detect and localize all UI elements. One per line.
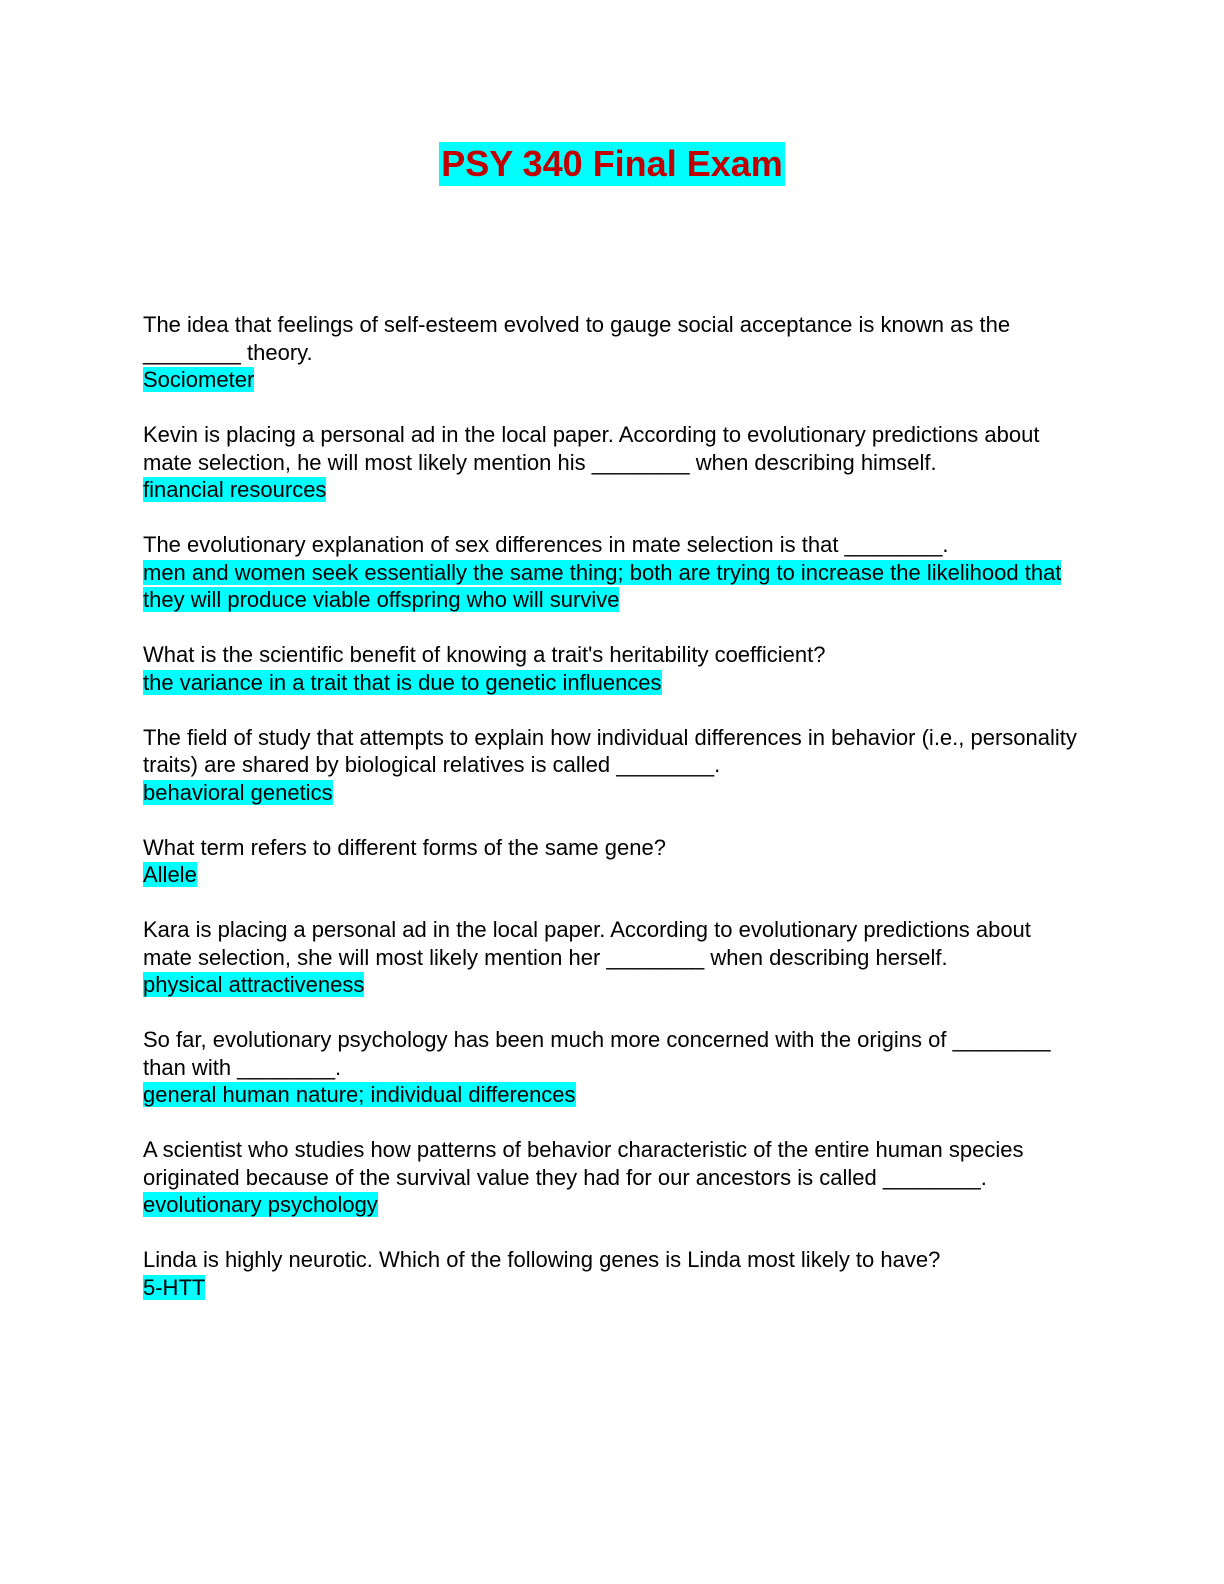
answer-text bbox=[143, 669, 1078, 697]
qa-item-2 bbox=[143, 421, 1078, 504]
qa-item-9 bbox=[143, 1136, 1078, 1219]
question-list bbox=[143, 311, 1084, 1329]
answer-highlight: behavioral genetics bbox=[143, 779, 333, 805]
question-text: Kevin is placing a personal ad in the local paper. According to evolutionary predictions about mate selection, he will most likely mention his ________ when describing himself. bbox=[143, 422, 1046, 475]
qa-item-8 bbox=[143, 1026, 1078, 1109]
answer-text bbox=[143, 861, 1078, 889]
answer-highlight: evolutionary psychology bbox=[143, 1192, 378, 1217]
question-text: A scientist who studies how patterns of behavior characteristic of the entire human species originated because of the survival value they had for our ancestors is called ________. bbox=[143, 1137, 1030, 1190]
question-text: What term refers to different forms of the same gene? bbox=[143, 834, 666, 860]
answer-highlight: general human nature; individual differences bbox=[143, 1082, 576, 1107]
question-text: What is the scientific benefit of knowing a trait's heritability coefficient? bbox=[143, 642, 826, 667]
question-text: Kara is placing a personal ad in the local paper. According to evolutionary predictions about mate selection, she will most likely mention her ________ when describing herself. bbox=[143, 917, 1038, 970]
answer-highlight: Allele bbox=[143, 862, 197, 887]
question-text: So far, evolutionary psychology has been much more concerned with the origins of ________ than with ________. bbox=[143, 1027, 1057, 1080]
answer-text bbox=[143, 779, 1078, 807]
qa-item-10 bbox=[143, 1246, 1078, 1301]
answer-highlight: physical attractiveness bbox=[143, 972, 365, 997]
question-text: The field of study that attempts to explain how individual differences in behavior (i.e., personality traits) are shared by biological relatives is called ________. bbox=[143, 724, 1084, 777]
answer-text bbox=[143, 476, 1078, 504]
question-text: The idea that feelings of self-esteem evolved to gauge social acceptance is known as the ________ theory. bbox=[143, 312, 1017, 365]
qa-item-7 bbox=[143, 916, 1078, 999]
title-container bbox=[0, 142, 1224, 186]
answer-text bbox=[143, 1081, 1078, 1109]
answer-highlight: Sociometer bbox=[143, 367, 255, 392]
answer-highlight: financial resources bbox=[143, 477, 327, 502]
qa-item-4 bbox=[143, 641, 1078, 696]
answer-text bbox=[143, 1191, 1078, 1219]
question-text: The evolutionary explanation of sex differences in mate selection is that ________. bbox=[143, 532, 949, 557]
answer-highlight: 5-HTT bbox=[143, 1274, 206, 1300]
answer-text bbox=[143, 971, 1078, 999]
answer-text bbox=[143, 1274, 1078, 1302]
qa-item-5 bbox=[143, 724, 1084, 807]
answer-text bbox=[143, 366, 1078, 394]
answer-highlight: the variance in a trait that is due to genetic influences bbox=[143, 669, 662, 695]
answer-text bbox=[143, 559, 1078, 614]
qa-item-3 bbox=[143, 531, 1078, 614]
qa-item-1 bbox=[143, 311, 1078, 394]
answer-highlight: men and women seek essentially the same thing; both are trying to increase the likelihood that they will produce viable offspring who will survive bbox=[143, 559, 1062, 612]
qa-item-6 bbox=[143, 834, 1078, 889]
page-title: PSY 340 Final Exam bbox=[441, 143, 783, 184]
question-text: Linda is highly neurotic. Which of the following genes is Linda most likely to have? bbox=[143, 1247, 941, 1272]
